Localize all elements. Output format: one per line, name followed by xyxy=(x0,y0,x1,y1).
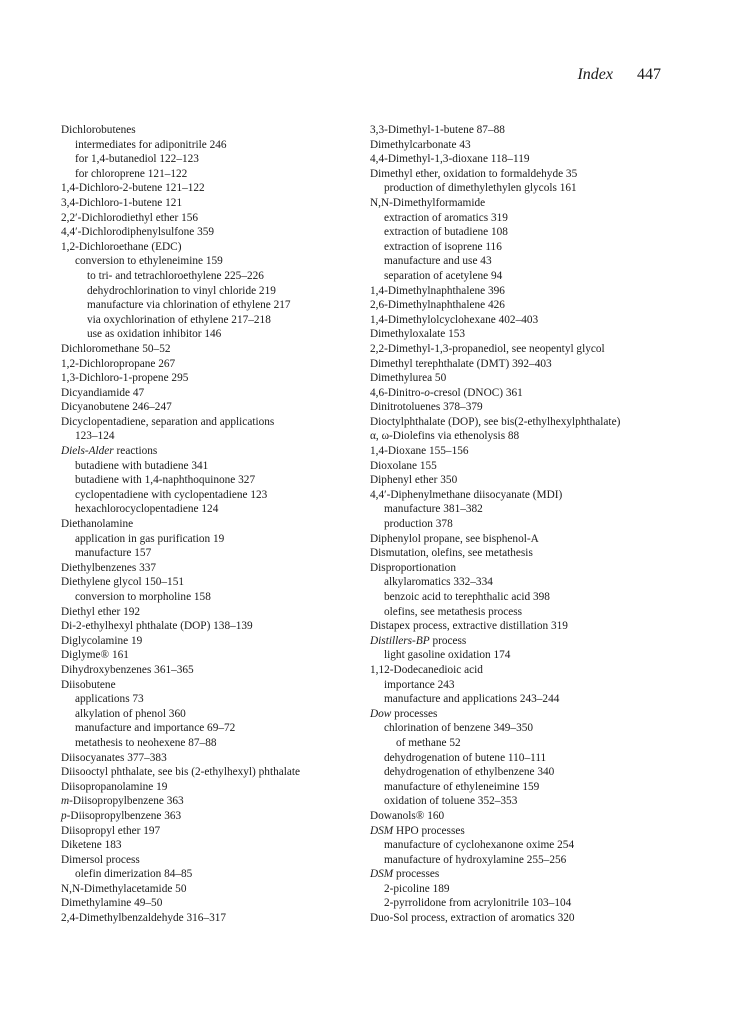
index-entry: α, ω-Diolefins via ethenolysis 88 xyxy=(370,430,520,443)
index-entry: Dow processes xyxy=(370,707,438,720)
index-entry: N,N-Dimethylformamide xyxy=(370,196,486,209)
index-entry: 2,6-Dimethylnaphthalene 426 xyxy=(370,299,505,312)
index-entry: 1,4-Dichloro-2-butene 121–122 xyxy=(61,182,205,195)
index-subentry: manufacture and importance 69–72 xyxy=(75,722,236,735)
index-entry: Diethylbenzenes 337 xyxy=(61,561,157,574)
index-entry: Diethanolamine xyxy=(61,518,134,531)
index-subentry: extraction of aromatics 319 xyxy=(384,211,508,224)
index-entry: Diisooctyl phthalate, see bis (2-ethylhexyl) phthalate xyxy=(61,766,301,779)
index-entry: Dimethyl terephthalate (DMT) 392–403 xyxy=(370,357,552,370)
index-entry: Dihydroxybenzenes 361–365 xyxy=(61,663,194,676)
index-entry: Diglyme® 161 xyxy=(61,649,129,662)
index-entry: N,N-Dimethylacetamide 50 xyxy=(61,882,187,895)
index-entry: Dimethylamine 49–50 xyxy=(61,897,163,910)
index-subentry: use as oxidation inhibitor 146 xyxy=(87,328,222,341)
index-entry: Diethylene glycol 150–151 xyxy=(61,576,184,589)
index-entry: Dismutation, olefins, see metathesis xyxy=(370,547,533,560)
index-subentry: applications 73 xyxy=(75,693,144,706)
index-subentry: conversion to ethyleneimine 159 xyxy=(75,255,223,268)
index-entry: Dicyandiamide 47 xyxy=(61,386,145,399)
index-entry: Diethyl ether 192 xyxy=(61,605,141,618)
index-entry: 2,2′-Dichlorodiethyl ether 156 xyxy=(61,211,199,224)
index-subentry: manufacture via chlorination of ethylene 217 xyxy=(87,299,291,312)
index-subentry: manufacture of ethyleneimine 159 xyxy=(384,780,540,793)
index-subentry: separation of acetylene 94 xyxy=(384,269,503,282)
index-subentry: conversion to morpholine 158 xyxy=(75,591,211,603)
index-entry: Dowanols® 160 xyxy=(370,809,445,822)
index-entry: Distapex process, extractive distillation 319 xyxy=(370,620,568,633)
index-entry: Dicyclopentadiene, separation and applications xyxy=(61,415,275,428)
index-entry: Di-2-ethylhexyl phthalate (DOP) 138–139 xyxy=(61,620,253,633)
index-entry: Diglycolamine 19 xyxy=(61,634,143,647)
index-subentry: of methane 52 xyxy=(396,736,461,749)
index-entry: 2,4-Dimethylbenzaldehyde 316–317 xyxy=(61,912,227,925)
index-subentry: light gasoline oxidation 174 xyxy=(384,649,511,662)
index-entry: Diphenylol propane, see bisphenol-A xyxy=(370,532,539,545)
index-subentry: 2-picoline 189 xyxy=(384,882,450,895)
index-entry: 4,4-Dimethyl-1,3-dioxane 118–119 xyxy=(370,153,530,166)
index-entry: Diketene 183 xyxy=(61,839,122,852)
index-column-right xyxy=(370,123,670,926)
index-entry: 1,4-Dimethylnaphthalene 396 xyxy=(370,284,505,297)
index-entry: 1,4-Dimethylolcyclohexane 402–403 xyxy=(370,313,539,326)
index-entry: Dioctylphthalate (DOP), see bis(2-ethylhexylphthalate) xyxy=(370,415,621,428)
index-entry: Dimethyloxalate 153 xyxy=(370,328,466,341)
index-entry: 1,12-Dodecanedioic acid xyxy=(370,663,483,676)
index-subentry: oxidation of toluene 352–353 xyxy=(384,795,518,808)
index-entry: Diisopropanolamine 19 xyxy=(61,780,168,793)
page-number: 447 xyxy=(637,66,661,83)
index-entry: Dicyanobutene 246–247 xyxy=(61,401,172,414)
index-subentry: manufacture and use 43 xyxy=(384,255,492,268)
index-entry: 1,2-Dichloroethane (EDC) xyxy=(61,240,182,253)
index-subentry: production of dimethylethylen glycols 161 xyxy=(384,182,577,195)
index-subentry: 2-pyrrolidone from acrylonitrile 103–104 xyxy=(384,897,572,910)
index-subentry: importance 243 xyxy=(384,678,455,691)
index-entry: Dichloromethane 50–52 xyxy=(61,342,171,355)
index-entry: Diels-Alder reactions xyxy=(61,445,158,458)
index-entry: Dimethylcarbonate 43 xyxy=(370,138,471,151)
index-subentry: extraction of butadiene 108 xyxy=(384,226,508,239)
page-header xyxy=(577,66,661,84)
index-entry: Disproportionation xyxy=(370,561,456,574)
index-entry: 4,6-Dinitro-o-cresol (DNOC) 361 xyxy=(370,386,523,399)
index-subentry: alkylaromatics 332–334 xyxy=(384,576,493,589)
index-subentry: for 1,4-butanediol 122–123 xyxy=(75,153,199,166)
index-subentry: manufacture of cyclohexanone oxime 254 xyxy=(384,839,575,852)
index-subentry: production 378 xyxy=(384,518,453,531)
index-subentry: chlorination of benzene 349–350 xyxy=(384,722,534,735)
index-entry: Dichlorobutenes xyxy=(61,124,136,136)
index-entry: DSM processes xyxy=(370,868,440,881)
index-entry: 4,4′-Dichlorodiphenylsulfone 359 xyxy=(61,226,215,239)
index-entry: DSM HPO processes xyxy=(370,824,465,837)
index-entry: 1,2-Dichloropropane 267 xyxy=(61,357,176,370)
index-entry: Distillers-BP process xyxy=(370,634,467,647)
index-entry: 1,3-Dichloro-1-propene 295 xyxy=(61,372,189,385)
index-subentry: benzoic acid to terephthalic acid 398 xyxy=(384,591,550,603)
index-subentry: dehydrogenation of butene 110–111 xyxy=(384,751,547,764)
index-subentry: butadiene with 1,4-naphthoquinone 327 xyxy=(75,474,256,487)
index-subentry: olefin dimerization 84–85 xyxy=(75,868,193,881)
index-entry: Diisocyanates 377–383 xyxy=(61,751,167,764)
index-entry: 1,4-Dioxane 155–156 xyxy=(370,445,469,458)
index-subentry: via oxychlorination of ethylene 217–218 xyxy=(87,313,271,326)
index-entry: 2,2-Dimethyl-1,3-propanediol, see neopentyl glycol xyxy=(370,342,605,355)
running-head-section: Index xyxy=(577,66,613,83)
index-subentry: 123–124 xyxy=(75,430,115,443)
index-entry: 3,3-Dimethyl-1-butene 87–88 xyxy=(370,124,505,136)
index-subentry: manufacture 157 xyxy=(75,547,152,560)
index-entry: Diisopropyl ether 197 xyxy=(61,824,161,837)
index-subentry: application in gas purification 19 xyxy=(75,532,225,545)
index-entry: 3,4-Dichloro-1-butene 121 xyxy=(61,196,183,209)
index-column-left xyxy=(61,123,361,926)
index-subentry: alkylation of phenol 360 xyxy=(75,707,186,720)
index-entry: Dioxolane 155 xyxy=(370,459,437,472)
index-subentry: dehydrochlorination to vinyl chloride 219 xyxy=(87,284,276,297)
index-entry: Duo-Sol process, extraction of aromatics 320 xyxy=(370,912,575,925)
index-subentry: for chloroprene 121–122 xyxy=(75,167,188,180)
index-subentry: manufacture 381–382 xyxy=(384,503,483,516)
index-entry: Dimersol process xyxy=(61,853,140,866)
index-subentry: hexachlorocyclopentadiene 124 xyxy=(75,503,219,516)
index-entry: 4,4′-Diphenylmethane diisocyanate (MDI) xyxy=(370,488,563,501)
index-subentry: manufacture and applications 243–244 xyxy=(384,693,560,706)
index-entry: Diisobutene xyxy=(61,678,116,691)
index-subentry: intermediates for adiponitrile 246 xyxy=(75,138,227,151)
index-subentry: cyclopentadiene with cyclopentadiene 123 xyxy=(75,488,268,501)
index-entry: m-Diisopropylbenzene 363 xyxy=(61,795,184,808)
index-subentry: manufacture of hydroxylamine 255–256 xyxy=(384,853,567,866)
index-subentry: olefins, see metathesis process xyxy=(384,605,523,618)
index-entry: Diphenyl ether 350 xyxy=(370,474,458,487)
index-subentry: to tri- and tetrachloroethylene 225–226 xyxy=(87,269,264,282)
index-subentry: dehydrogenation of ethylbenzene 340 xyxy=(384,766,555,779)
index-entry: p-Diisopropylbenzene 363 xyxy=(61,809,182,822)
index-entry: Dinitrotoluenes 378–379 xyxy=(370,401,483,414)
index-subentry: butadiene with butadiene 341 xyxy=(75,459,209,472)
index-entry: Dimethylurea 50 xyxy=(370,372,447,385)
index-subentry: metathesis to neohexene 87–88 xyxy=(75,736,217,749)
index-subentry: extraction of isoprene 116 xyxy=(384,240,502,253)
index-entry: Dimethyl ether, oxidation to formaldehyde 35 xyxy=(370,167,578,180)
